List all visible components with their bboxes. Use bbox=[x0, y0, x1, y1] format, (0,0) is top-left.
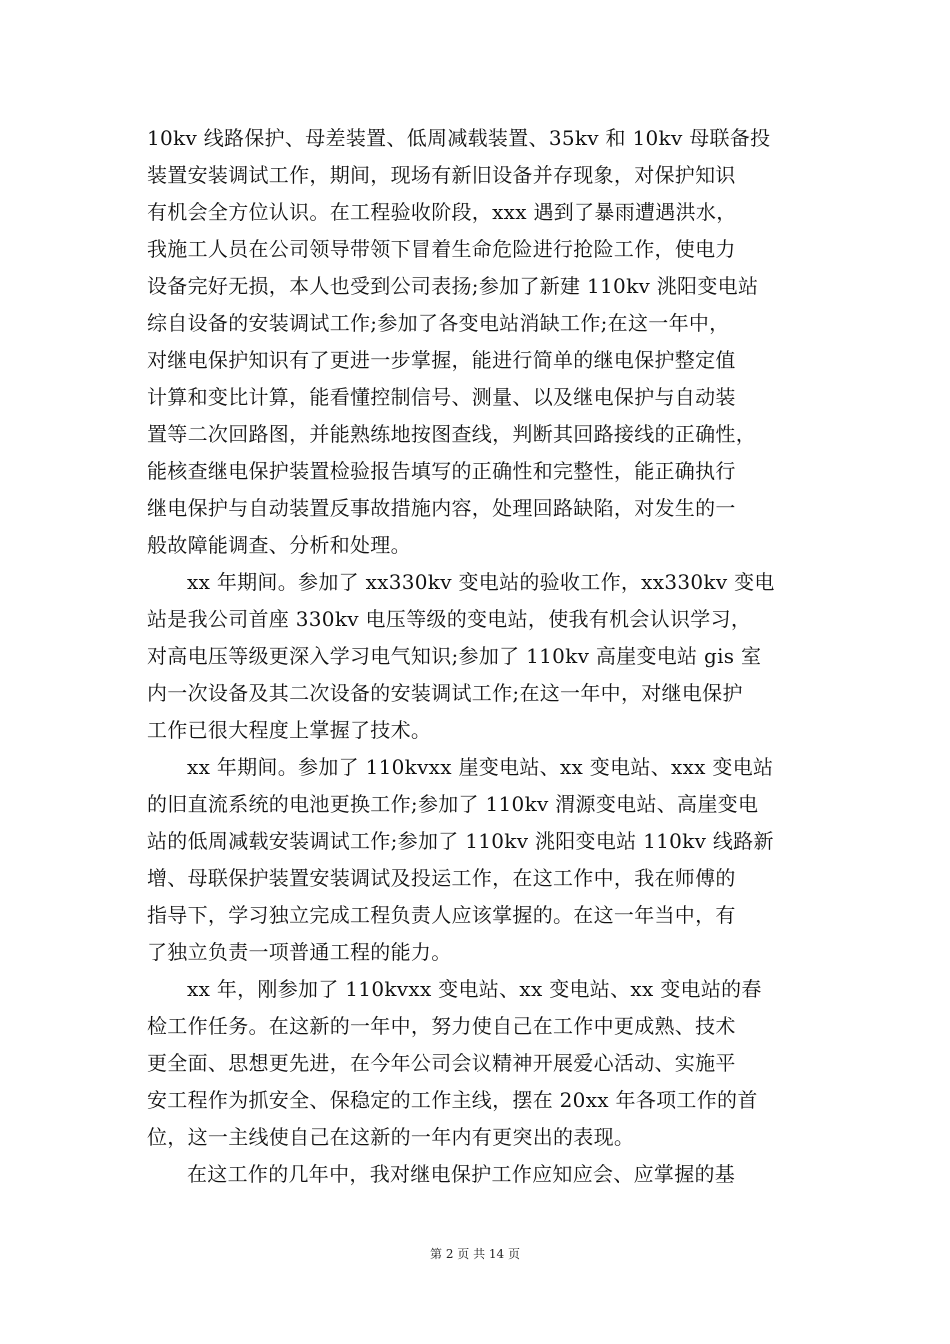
text-line: 10kv 线路保护、母差装置、低周减载装置、35kv 和 10kv 母联备投 bbox=[147, 126, 771, 150]
text-line: 增、母联保护装置安装调试及投运工作，在这工作中，我在师傅的 bbox=[147, 866, 736, 890]
text-line: 对高电压等级更深入学习电气知识;参加了 110kv 高崖变电站 gis 室 bbox=[147, 644, 762, 668]
text-line: 置等二次回路图，并能熟练地按图查线，判断其回路接线的正确性， bbox=[147, 422, 756, 446]
text-line: 检工作任务。在这新的一年中，努力使自己在工作中更成熟、技术 bbox=[147, 1014, 736, 1038]
text-line: 对继电保护知识有了更进一步掌握，能进行简单的继电保护整定值 bbox=[147, 348, 736, 372]
text-line: 计算和变比计算，能看懂控制信号、测量、以及继电保护与自动装 bbox=[147, 385, 736, 409]
text-line: 指导下，学习独立完成工程负责人应该掌握的。在这一年当中，有 bbox=[147, 903, 736, 927]
body-text bbox=[147, 120, 817, 1193]
paragraph-start-line: xx 年期间。参加了 xx330kv 变电站的验收工作，xx330kv 变电 bbox=[187, 570, 775, 594]
paragraph-start-line: xx 年期间。参加了 110kvxx 崖变电站、xx 变电站、xxx 变电站 bbox=[187, 755, 774, 779]
text-line: 设备完好无损，本人也受到公司表扬;参加了新建 110kv 洮阳变电站 bbox=[147, 274, 759, 298]
text-line: 安工程作为抓安全、保稳定的工作主线，摆在 20xx 年各项工作的首 bbox=[147, 1088, 758, 1112]
text-line: 般故障能调查、分析和处理。 bbox=[147, 533, 411, 557]
paragraph-start-line: 在这工作的几年中，我对继电保护工作应知应会、应掌握的基 bbox=[187, 1162, 736, 1186]
text-line: 综自设备的安装调试工作;参加了各变电站消缺工作;在这一年中， bbox=[147, 311, 730, 335]
text-line: 装置安装调试工作，期间，现场有新旧设备并存现象，对保护知识 bbox=[147, 163, 736, 187]
text-line: 更全面、思想更先进，在今年公司会议精神开展爱心活动、实施平 bbox=[147, 1051, 736, 1075]
text-line: 有机会全方位认识。在工程验收阶段，xxx 遇到了暴雨遭遇洪水， bbox=[147, 200, 737, 224]
text-line: 的旧直流系统的电池更换工作;参加了 110kv 渭源变电站、高崖变电 bbox=[147, 792, 759, 816]
text-line: 能核查继电保护装置检验报告填写的正确性和完整性，能正确执行 bbox=[147, 459, 736, 483]
paragraph-start-line: xx 年，刚参加了 110kvxx 变电站、xx 变电站、xx 变电站的春 bbox=[187, 977, 762, 1001]
text-line: 站是我公司首座 330kv 电压等级的变电站，使我有机会认识学习， bbox=[147, 607, 752, 631]
text-line: 继电保护与自动装置反事故措施内容，处理回路缺陷，对发生的一 bbox=[147, 496, 736, 520]
text-line: 我施工人员在公司领导带领下冒着生命危险进行抢险工作，使电力 bbox=[147, 237, 736, 261]
text-line: 内一次设备及其二次设备的安装调试工作;在这一年中，对继电保护 bbox=[147, 681, 743, 705]
text-line: 站的低周减载安装调试工作;参加了 110kv 洮阳变电站 110kv 线路新 bbox=[147, 829, 774, 853]
text-line: 位，这一主线使自己在这新的一年内有更突出的表现。 bbox=[147, 1125, 635, 1149]
page-number-footer: 第 2 页 共 14 页 bbox=[430, 1247, 520, 1261]
text-line: 工作已很大程度上掌握了技术。 bbox=[147, 718, 432, 742]
text-line: 了独立负责一项普通工程的能力。 bbox=[147, 940, 452, 964]
